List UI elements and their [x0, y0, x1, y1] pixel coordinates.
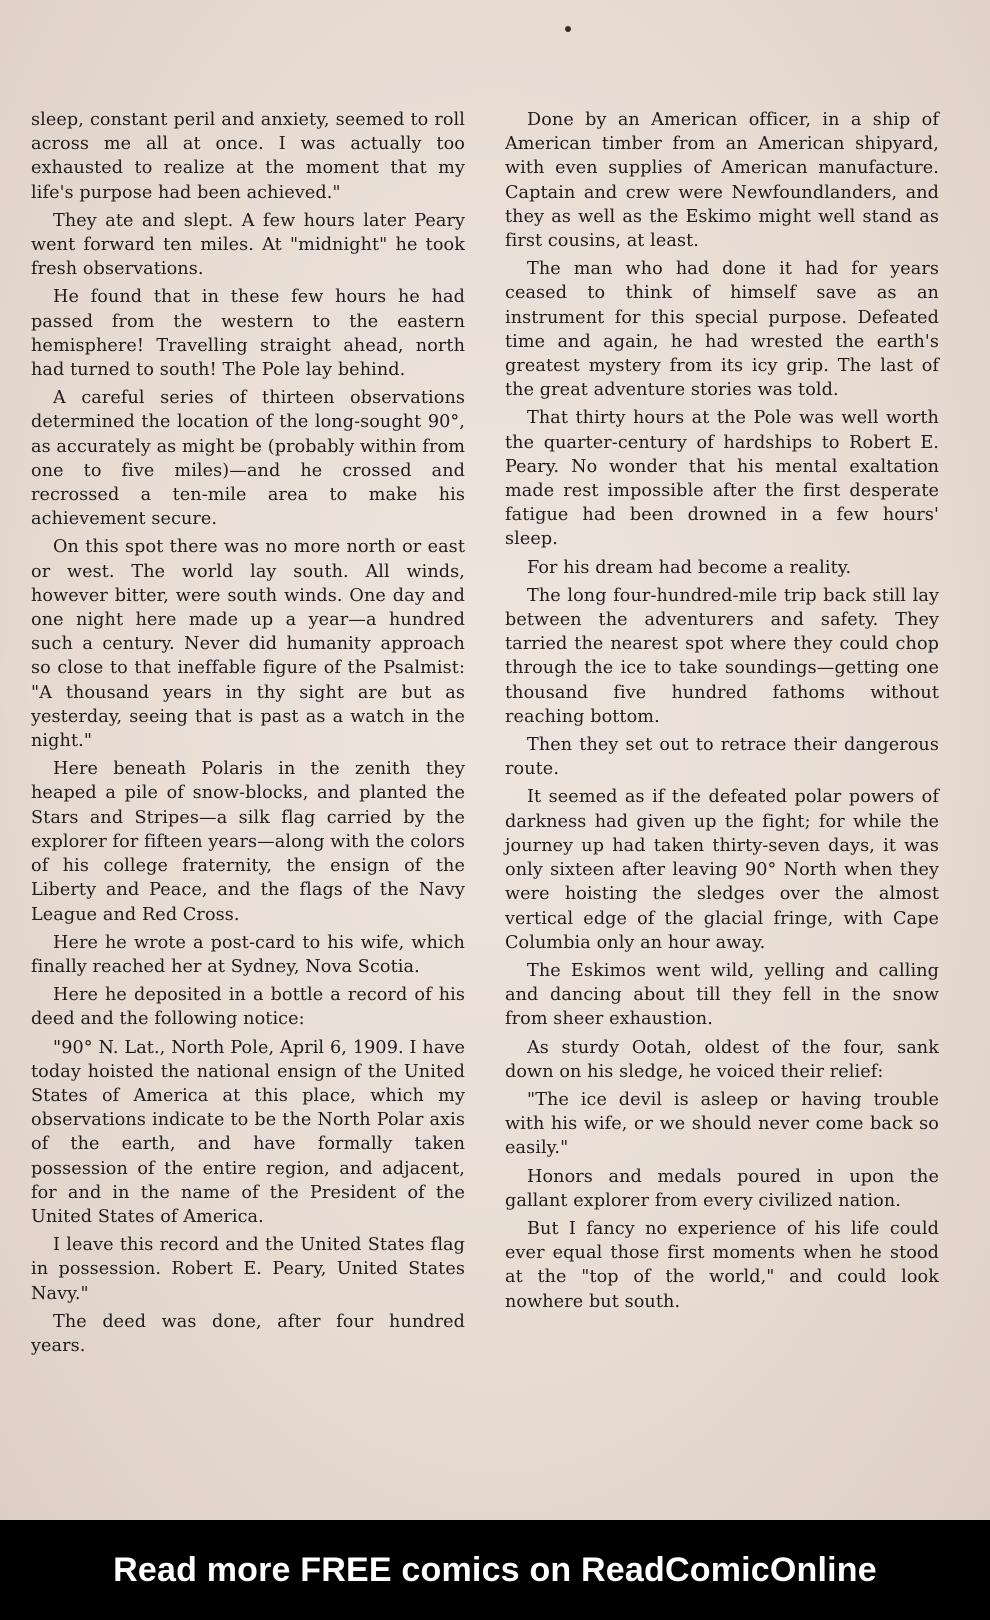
paragraph: He found that in these few hours he had passed from the western to the eastern hemisphere! Travelling straight ahead, north had turned to south! The Pole lay behind.	[31, 287, 465, 381]
paragraph: sleep, constant peril and anxiety, seemed to roll across me all at once. I was actually too exhausted to realize at the moment that my life's purpose had been achieved."	[31, 110, 465, 203]
paragraph: The long four-hundred-mile trip back still lay between the adventurers and safety. They tarried the nearest spot where they could chop through the ice to take soundings—getting one thousand five hundred fathoms without reaching bottom.	[505, 585, 939, 727]
ink-speck	[565, 26, 571, 32]
paragraph: As sturdy Ootah, oldest of the four, sank down on his sledge, he voiced their relief:	[505, 1037, 939, 1082]
paragraph: That thirty hours at the Pole was well worth the quarter-century of hardships to Robert E. Peary. No wonder that his mental exaltation made rest impossible after the first desperate fatigue had been drowned in a few hours' sleep.	[505, 408, 939, 550]
paragraph: On this spot there was no more north or east or west. The world lay south. All winds, however bitter, were south winds. One day and one night here made up a year—a hundred such a century. Never did humanity approach so close to that ineffable figure of the Psalmist: "A thousand years in thy sight are but as yesterday, seeing that is past as a watch in the night."	[31, 537, 465, 752]
paragraph: Here beneath Polaris in the zenith they heaped a pile of snow-blocks, and planted the Stars and Stripes—a silk flag carried by the explorer for fifteen years—along with the colors of his college fraternity, the ensign of the Liberty and Peace, and the flags of the Navy League and Red Cross.	[31, 759, 465, 925]
paragraph: The man who had done it had for years ceased to think of himself save as an instrument for this special purpose. Defeated time and again, he had wrested the earth's greatest mystery from its icy grip. The last of the great adventure stories was told.	[505, 259, 939, 401]
paragraph: The Eskimos went wild, yelling and calling and dancing about till they fell in the snow from sheer exhaustion.	[505, 960, 939, 1030]
paragraph: Here he deposited in a bottle a record of his deed and the following notice:	[31, 985, 465, 1030]
paragraph: "The ice devil is asleep or having trouble with his wife, or we should never come back so easily."	[505, 1089, 939, 1159]
paragraph: A careful series of thirteen observations determined the location of the long-sought 90°, as accurately as might be (probably within from one to five miles)—and he crossed and recrossed a ten-mile area to make his achievement secure.	[31, 388, 465, 530]
paragraph: For his dream had become a reality.	[527, 557, 852, 578]
right-text-column	[505, 108, 939, 1318]
promo-footer-banner[interactable]	[0, 1520, 990, 1620]
paragraph: They ate and slept. A few hours later Peary went forward ten miles. At "midnight" he took fresh observations.	[31, 210, 465, 280]
paragraph: The deed was done, after four hundred years.	[31, 1311, 465, 1356]
paragraph: "90° N. Lat., North Pole, April 6, 1909. I have today hoisted the national ensign of the United States of America at this place, which my observations indicate to be the North Polar axis of the earth, and have formally taken possession of the entire region, and adjacent, for and in the name of the President of the United States of America.	[31, 1037, 465, 1227]
paragraph: It seemed as if the defeated polar powers of darkness had given up the fight; for while the journey up had taken thirty-seven days, it was only sixteen after leaving 90° North when they were hoisting the sledges over the almost vertical edge of the glacial fringe, with Cape Columbia only an hour away.	[505, 787, 939, 953]
paragraph: Then they set out to retrace their dangerous route.	[505, 735, 939, 780]
paragraph: Honors and medals poured in upon the gallant explorer from every civilized nation.	[505, 1166, 939, 1211]
paragraph: But I fancy no experience of his life could ever equal those first moments when he stood at the "top of the world," and could look nowhere but south.	[505, 1218, 939, 1312]
promo-footer-text[interactable]: Read more FREE comics on ReadComicOnline	[113, 1550, 877, 1589]
paragraph: Here he wrote a post-card to his wife, which finally reached her at Sydney, Nova Scotia.	[31, 932, 465, 977]
paragraph: Done by an American officer, in a ship of American timber from an American shipyard, with even supplies of American manufacture. Captain and crew were Newfoundlanders, and they as well as the Eskimo might well stand as first cousins, at least.	[505, 110, 939, 252]
left-text-column	[31, 108, 465, 1362]
paragraph: I leave this record and the United States flag in possession. Robert E. Peary, United States Navy."	[31, 1235, 465, 1304]
